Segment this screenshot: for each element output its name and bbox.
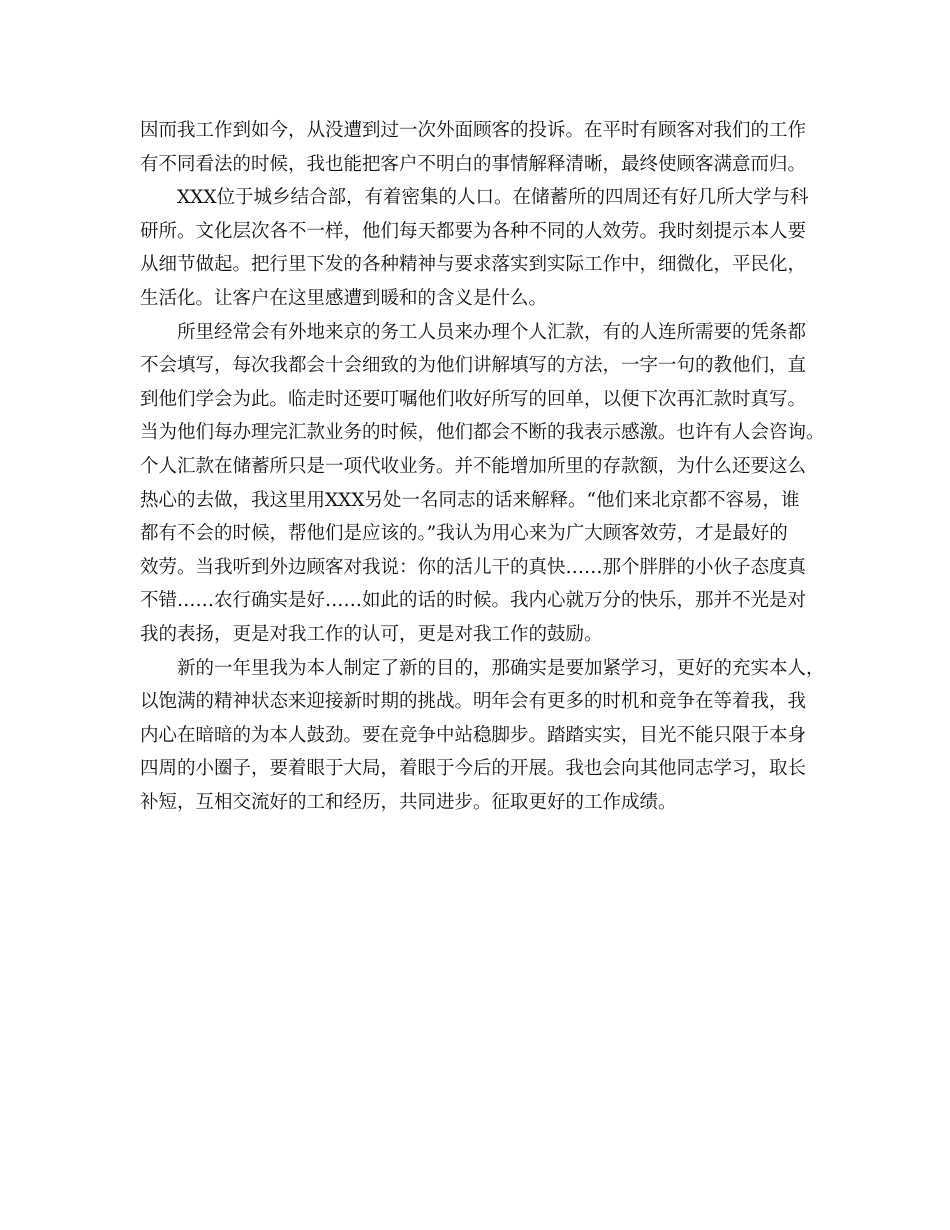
text-line: 四周的小圈子，要着眼于大局，着眼于今后的开展。我也会向其他同志学习，取长: [140, 758, 807, 780]
text-line: 当为他们每办理完汇款业务的时候，他们都会不断的我表示感激。也许有人会咨询。: [140, 422, 825, 444]
text-line: 有不同看法的时候，我也能把客户不明白的事情解释清晰，最终使顾客满意而归。: [140, 153, 807, 175]
text-line: 以饱满的精神状态来迎接新时期的挑战。明年会有更多的时机和竞争在等着我，我: [140, 691, 807, 713]
paragraph-2: [140, 181, 830, 315]
text-line: 新的一年里我为本人制定了新的目的，那确实是要加紧学习，更好的充实本人，: [177, 657, 825, 679]
paragraph-4: [140, 652, 830, 820]
text-line: 所里经常会有外地来京的务工人员来办理个人汇款，有的人连所需要的凭条都: [177, 321, 807, 343]
text-line: 不会填写，每次我都会十会细致的为他们讲解填写的方法，一字一句的教他们，直: [140, 355, 807, 377]
paragraph-3: [140, 316, 830, 652]
text-line: 个人汇款在储蓄所只是一项代收业务。并不能增加所里的存款额，为什么还要这么: [140, 455, 807, 477]
text-line: 从细节做起。把行里下发的各种精神与要求落实到实际工作中，细微化，平民化，: [140, 254, 807, 276]
text-line: XXX位于城乡结合部，有着密集的人口。在储蓄所的四周还有好几所大学与科: [177, 187, 809, 209]
text-line: 我的表扬，更是对我工作的认可，更是对我工作的鼓励。: [140, 623, 603, 645]
document-body: [140, 114, 830, 819]
text-line: 补短，互相交流好的工和经历，共同进步。征取更好的工作成绩。: [140, 791, 677, 813]
text-line: 不错……农行确实是好……如此的话的时候。我内心就万分的快乐，那并不光是对: [140, 590, 807, 612]
text-line: 研所。文化层次各不一样，他们每天都要为各种不同的人效劳。我时刻提示本人要: [140, 220, 807, 242]
text-line: 效劳。当我听到外边顾客对我说：你的活儿干的真快……那个胖胖的小伙子态度真: [140, 556, 807, 578]
text-line: 因而我工作到如今，从没遭到过一次外面顾客的投诉。在平时有顾客对我们的工作: [140, 120, 807, 141]
paragraph-1: [140, 114, 830, 181]
text-line: 都有不会的时候，帮他们是应该的。”我认为用心来为广大顾客效劳，才是最好的: [140, 523, 788, 545]
text-line: 生活化。让客户在这里感遭到暖和的含义是什么。: [140, 287, 548, 309]
text-line: 热心的去做，我这里用XXX另处一名同志的话来解释。“他们来北京都不容易，谁: [140, 489, 800, 511]
text-line: 内心在暗暗的为本人鼓劲。要在竞争中站稳脚步。踏踏实实，目光不能只限于本身: [140, 724, 807, 746]
text-line: 到他们学会为此。临走时还要叮嘱他们收好所写的回单，以便下次再汇款时真写。: [140, 388, 807, 410]
